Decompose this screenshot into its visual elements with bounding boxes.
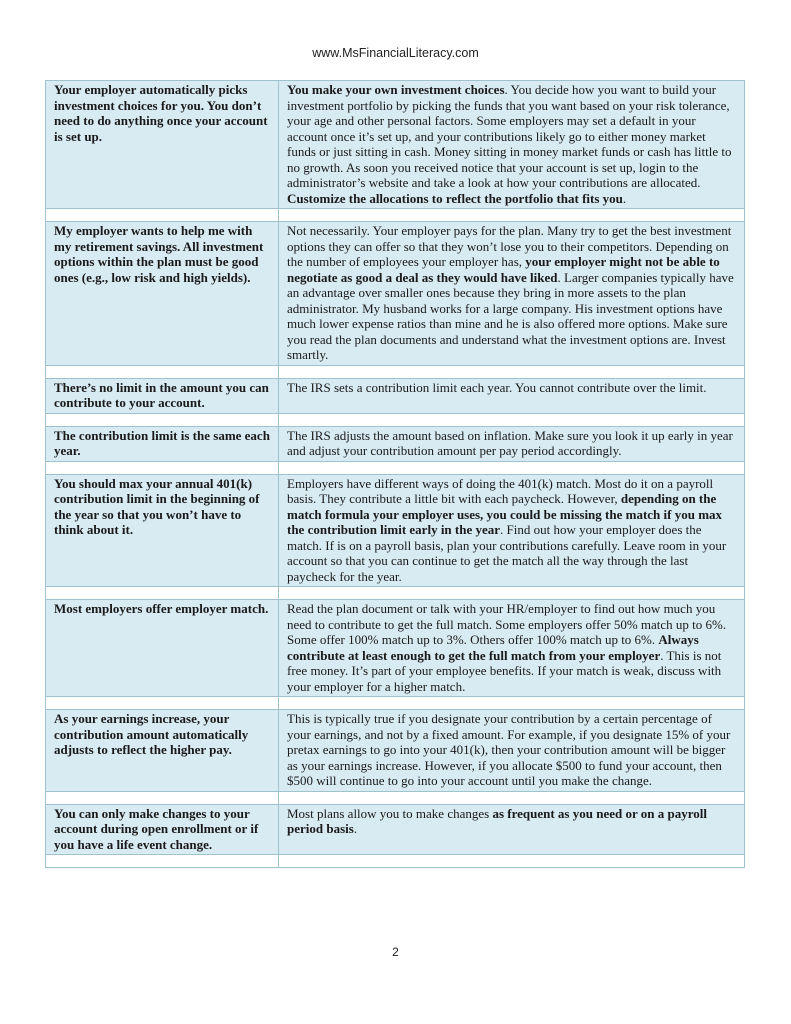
spacer-cell: [46, 209, 279, 222]
fact-cell: [279, 804, 745, 855]
fact-text: The IRS sets a contribution limit each year. You cannot contribute over the limit.: [287, 379, 707, 395]
table-row: [46, 378, 745, 413]
fact-emphasis: Always contribute at least enough to get the full match from your employer: [287, 632, 699, 663]
table-spacer-row: [46, 461, 745, 474]
table-spacer-row: [46, 365, 745, 378]
spacer-cell: [46, 413, 279, 426]
fact-cell: [279, 378, 745, 413]
table-row: [46, 600, 745, 697]
table-row: [46, 81, 745, 209]
table-row: [46, 804, 745, 855]
fact-text: . This is not free money. It’s part of your employee benefits. If your match is weak, discuss with your employer for a higher match.: [287, 647, 722, 694]
spacer-cell: [279, 365, 745, 378]
myth-cell: You should max your annual 401(k) contribution limit in the beginning of the year so that you won’t have to think about it.: [46, 474, 279, 587]
table-row: [46, 474, 745, 587]
spacer-cell: [279, 855, 745, 868]
spacer-cell: [46, 697, 279, 710]
table-spacer-row: [46, 413, 745, 426]
page-header-site: www.MsFinancialLiteracy.com: [312, 46, 479, 60]
table-spacer-row: [46, 587, 745, 600]
fact-emphasis: as frequent as you need or on a payroll period basis: [287, 805, 707, 836]
spacer-cell: [46, 587, 279, 600]
table-spacer-row: [46, 697, 745, 710]
fact-text: The IRS adjusts the amount based on inflation. Make sure you look it up early in year and adjust your contribution amount per pay period accordingly.: [287, 427, 733, 458]
myth-cell: The contribution limit is the same each year.: [46, 426, 279, 461]
myths-facts-table: [45, 80, 745, 868]
fact-emphasis: Customize the allocations to reflect the portfolio that fits you: [287, 190, 623, 206]
fact-cell: [279, 600, 745, 697]
myth-cell: Your employer automatically picks investment choices for you. You don’t need to do anything once your account is set up.: [46, 81, 279, 209]
table-spacer-row: [46, 855, 745, 868]
table-row: [46, 426, 745, 461]
fact-text: Read the plan document or talk with your HR/employer to find out how much you need to contribute to get the full match. Some employers offer 50% match up to 6%. Some offer 100% match up to 3%. Others offer 100% match up to 6%.: [287, 601, 727, 647]
spacer-cell: [46, 855, 279, 868]
fact-emphasis: your employer might not be able to negotiate as good a deal as they would have liked: [287, 254, 720, 285]
page-number: 2: [392, 945, 399, 959]
spacer-cell: [279, 587, 745, 600]
fact-text: Employers have different ways of doing the 401(k) match. Most do it on a payroll basis. They contribute a little bit with each paycheck. However,: [287, 475, 714, 506]
fact-text: . Find out how your employer does the match. If is on a payroll basis, plan your contributions carefully. Leave room in your account so that you can continue to get the match all the way through the last paycheck for the year.: [287, 522, 727, 584]
fact-text: Most plans allow you to make changes: [287, 805, 493, 821]
table-row: [46, 710, 745, 792]
fact-text: .: [622, 190, 627, 206]
spacer-cell: [46, 365, 279, 378]
myth-cell: My employer wants to help me with my retirement savings. All investment options within the plan must be good ones (e.g., low risk and high yields).: [46, 222, 279, 366]
spacer-cell: [279, 413, 745, 426]
table-spacer-row: [46, 791, 745, 804]
fact-cell: [279, 81, 745, 209]
spacer-cell: [279, 209, 745, 222]
spacer-cell: [279, 697, 745, 710]
fact-cell: [279, 710, 745, 792]
fact-text: . You decide how you want to build your investment portfolio by picking the funds that you want based on your risk tolerance, your age and other personal factors. Some employers may set a default in your account once it’s set up, and your contributions likely go to either money market funds or just sitting in cash. Money sitting in money market funds or cash has little to no growth. As soon you received notice that your account is set up, login to the administrator’s website and take a look at how your contributions are allocated.: [287, 82, 732, 190]
myth-cell: You can only make changes to your account during open enrollment or if you have a life event change.: [46, 804, 279, 855]
table-spacer-row: [46, 209, 745, 222]
myth-cell: There’s no limit in the amount you can contribute to your account.: [46, 378, 279, 413]
table-row: [46, 222, 745, 366]
spacer-cell: [279, 461, 745, 474]
fact-text: Not necessarily. Your employer pays for the plan. Many try to get the best investment options they can offer so that they won’t lose you to their competitors. Depending on the number of employees your employer has,: [287, 223, 732, 269]
fact-cell: [279, 222, 745, 366]
myth-cell: As your earnings increase, your contribution amount automatically adjusts to reflect the higher pay.: [46, 710, 279, 792]
fact-text: .: [353, 821, 358, 836]
myth-cell: Most employers offer employer match.: [46, 600, 279, 697]
table-body: [46, 81, 745, 868]
spacer-cell: [279, 791, 745, 804]
spacer-cell: [46, 791, 279, 804]
fact-text: . Larger companies typically have an advantage over smaller ones because they bring in more assets to the plan administrator. My husband works for a large company. His investment options have much lower expense ratios than mine and he is also offered more options. Make sure you read the plan documents and understand what the investment options are. Invest smartly.: [287, 269, 734, 362]
fact-emphasis: You make your own investment choices: [287, 82, 505, 97]
fact-cell: [279, 474, 745, 587]
fact-cell: [279, 426, 745, 461]
fact-emphasis: depending on the match formula your employer uses, you could be missing the match if you max the contribution limit early in the year: [287, 491, 723, 537]
fact-text: This is typically true if you designate your contribution by a certain percentage of your earnings, and not by a fixed amount. For example, if you designate 15% of your pretax earnings to go into your 401(k), then your contribution amount will be bigger as your earnings increase. However, if you allocate $500 to fund your account, then $500 will continue to go into your account until you make the change.: [287, 711, 731, 788]
spacer-cell: [46, 461, 279, 474]
